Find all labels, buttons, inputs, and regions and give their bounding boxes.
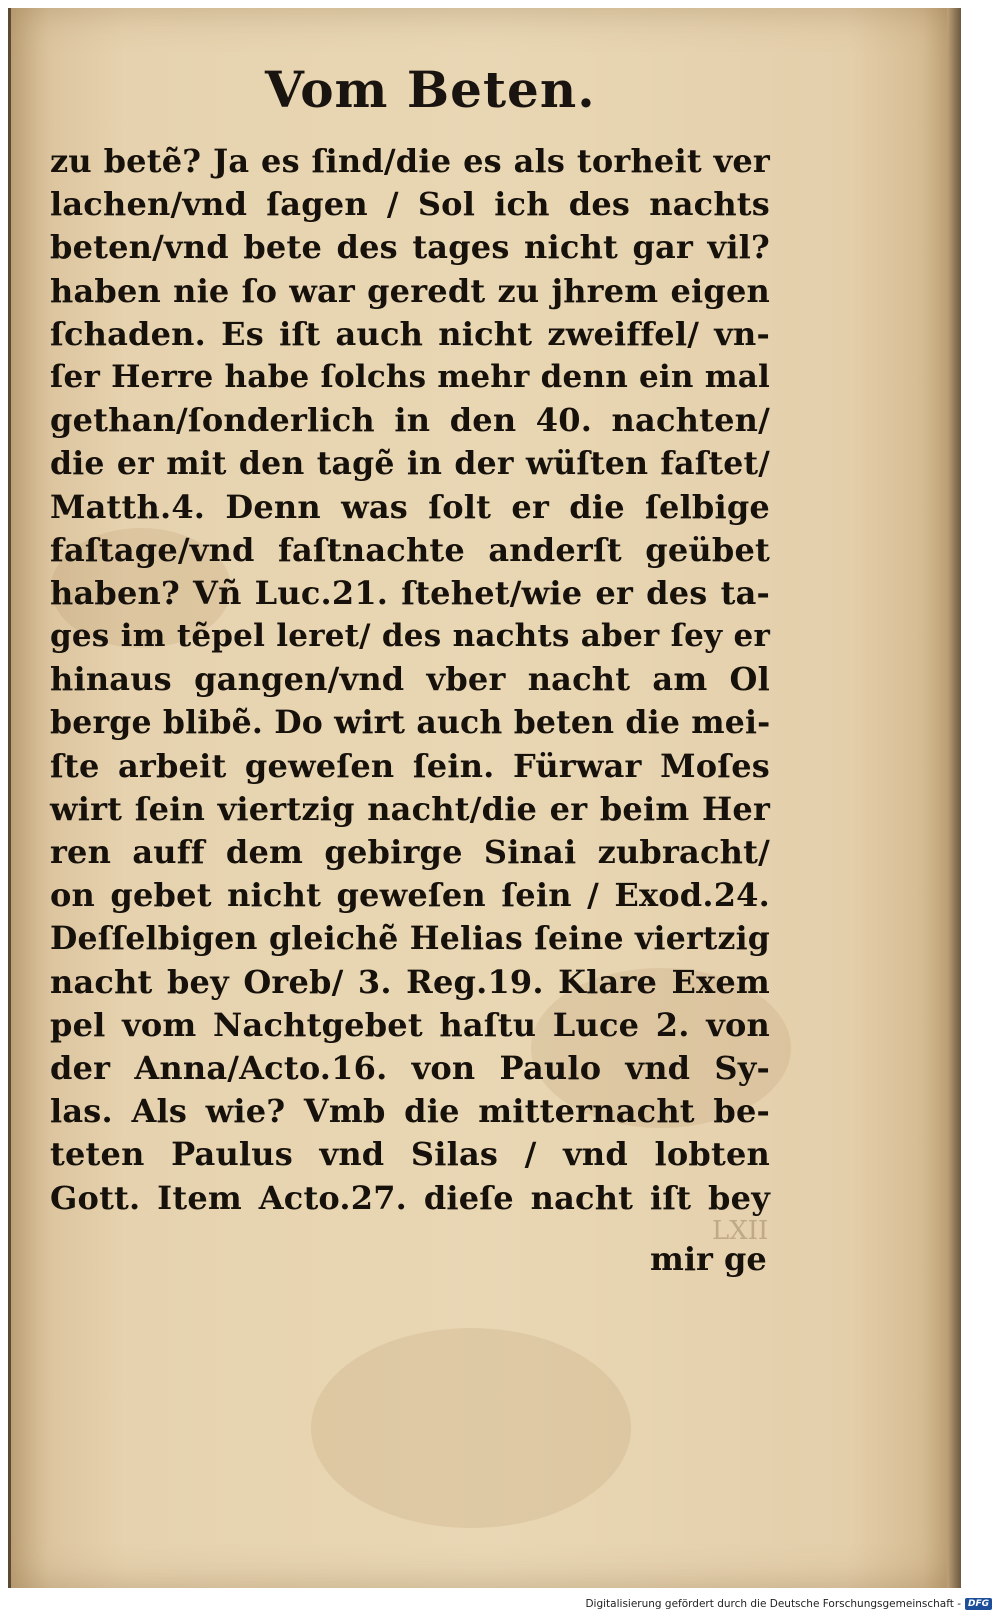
- paper-stain: [311, 1328, 631, 1528]
- text-line: lachen/vnd ſagen / Sol ich des nachts: [50, 185, 770, 224]
- page-edge: [947, 8, 961, 1588]
- text-block: [50, 140, 770, 1220]
- text-line: on gebet nicht geweſen ſein / Exod.24.: [50, 876, 770, 915]
- text-line: pel vom Nachtgebet haſtu Luce 2. von: [50, 1005, 770, 1044]
- text-line: ges im tẽpel leret/ des nachts aber ſey er: [50, 618, 770, 655]
- text-line: nacht bey Oreb/ 3. Reg.19. Klare Exem: [50, 962, 770, 1001]
- footer-credit: [585, 1598, 992, 1610]
- faint-page-mark: LXII: [712, 1216, 769, 1246]
- text-line: wirt ſein viertzig nacht/die er beim Her: [50, 789, 770, 828]
- text-line: teten Paulus vnd Silas / vnd lobten: [50, 1135, 770, 1174]
- text-line: ſte arbeit geweſen ſein. Fürwar Moſes: [50, 746, 770, 785]
- text-line: ren auff dem gebirge Sinai zubracht/: [50, 833, 770, 871]
- text-line: Gott. Item Acto.27. dieſe nacht iſt bey: [50, 1178, 770, 1217]
- running-heading: Vom Beten.: [265, 60, 596, 119]
- text-line: beten/vnd bete des tages nicht gar vil?: [50, 228, 770, 267]
- text-line: haben nie ſo war geredt zu jhrem eigen: [50, 271, 770, 310]
- text-line: ſchaden. Es iſt auch nicht zweiffel/ vn-: [50, 314, 770, 353]
- footer-credit-text: Digitalisierung gefördert durch die Deutsche Forschungsgemeinschaft -: [585, 1598, 961, 1610]
- text-line: faſtage/vnd faſtnachte anderſt geübet: [50, 530, 770, 569]
- text-line: hinaus gangen/vnd vber nacht am Ol: [50, 660, 770, 699]
- text-line: haben? Vñ Luc.21. ſtehet/wie er des ta-: [50, 573, 770, 612]
- dfg-logo-icon: DFG: [965, 1598, 992, 1610]
- text-line: las. Als wie? Vmb die mitternacht be-: [50, 1092, 770, 1131]
- text-line: Deſſelbigen gleichẽ Helias ſeine viertzig: [50, 920, 770, 958]
- text-line: gethan/ſonderlich in den 40. nachten/: [50, 401, 770, 440]
- text-line: ſer Herre habe ſolchs mehr denn ein mal: [50, 358, 770, 395]
- text-line: Matth.4. Denn was ſolt er die ſelbige: [50, 487, 770, 526]
- text-line: zu betẽ? Ja es ſind/die es als torheit ver: [50, 142, 770, 180]
- text-line: berge blibẽ. Do wirt auch beten die mei-: [50, 704, 771, 742]
- catchword: mir ge: [650, 1240, 767, 1278]
- text-line: der Anna/Acto.16. von Paulo vnd Sy-: [50, 1048, 770, 1087]
- text-line: die er mit den tagẽ in der wüſten faſtet/: [50, 445, 770, 483]
